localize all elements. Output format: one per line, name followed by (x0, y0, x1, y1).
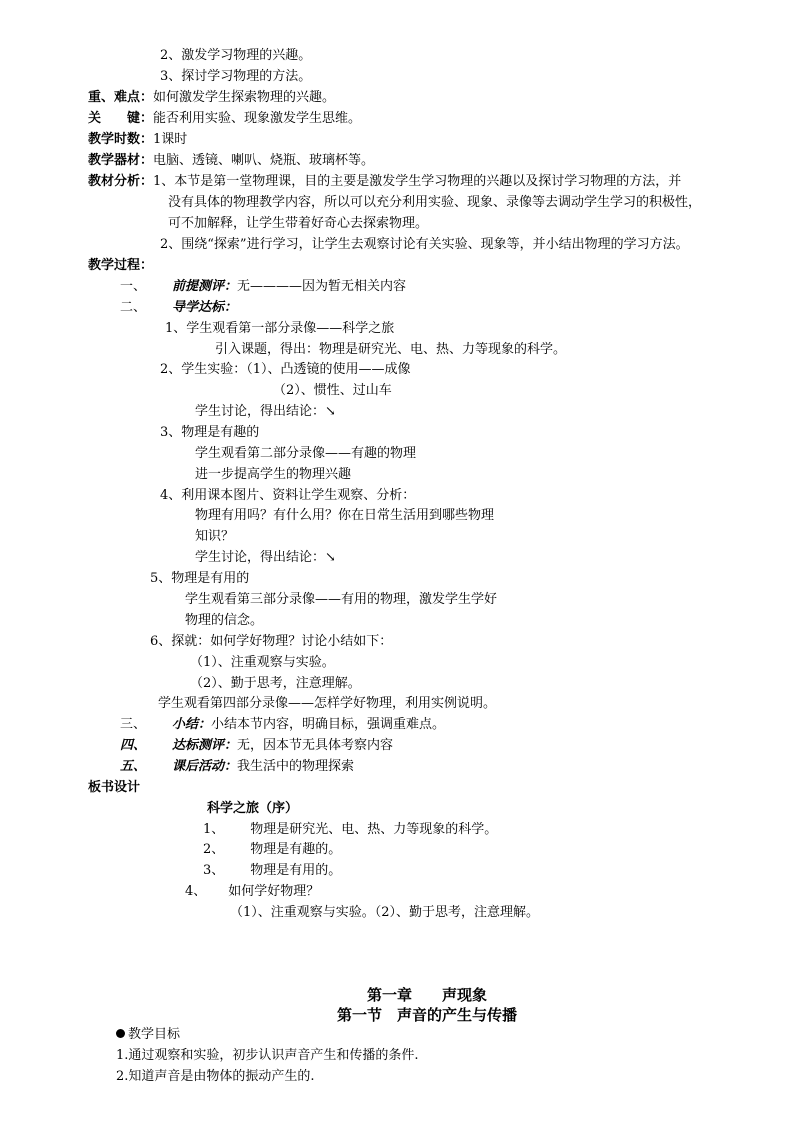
part-2-num: 二、 (120, 300, 147, 315)
key-point-row (88, 110, 361, 128)
step-3-detail-1: 学生观看第二部分录像——有趣的物理 (195, 446, 417, 461)
class-hours-text: 1课时 (153, 132, 188, 147)
part-2-label: 导学达标： (172, 300, 238, 315)
goal-3: 3、探讨学习物理的方法。 (160, 69, 312, 84)
board-item-3-text: 物理是有用的。 (250, 863, 342, 878)
board-item-1-num: 1、 (203, 822, 225, 837)
key-point-text: 能否利用实验、现象激发学生思维。 (153, 111, 362, 126)
analysis-line-1: 1、本节是第一堂物理课，目的主要是激发学生学习物理的兴趣以及探讨学习物理的方法，并 (153, 174, 682, 189)
step-6-detail: 学生观看第四部分录像——怎样学好物理，利用实例说明。 (158, 696, 497, 711)
board-item-3-num: 3、 (203, 863, 225, 878)
step-5: 5、物理是有用的 (150, 571, 250, 586)
part-2 (120, 299, 237, 317)
analysis-row (88, 173, 681, 191)
board-item-3 (203, 862, 341, 880)
equipment-row (88, 152, 374, 170)
step-2-item-2: （2）、惯性、过山车 (273, 383, 392, 398)
step-1-detail: 引入课题，得出：物理是研究光、电、热、力等现象的科学。 (215, 342, 567, 357)
key-difficulty-row (88, 89, 335, 107)
objective-2: 2.知道声音是由物体的振动产生的. (116, 1069, 315, 1084)
analysis-line-3: 可不加解释，让学生带着好奇心去探索物理。 (168, 216, 429, 231)
step-3: 3、物理是有趣的 (160, 425, 260, 440)
part-1-text: 无————因为暂无相关内容 (237, 279, 407, 294)
analysis-line-2: 没有具体的物理教学内容，所以可以充分利用实验、现象、录像等去调动学生学习的积极性， (168, 195, 702, 210)
part-4-num: 四、 (120, 738, 147, 753)
step-5-detail-2: 物理的信念。 (185, 613, 264, 628)
part-1-label: 前提测评： (172, 279, 238, 294)
part-4 (120, 737, 393, 755)
board-item-2-num: 2、 (203, 842, 225, 857)
part-5-num: 五、 (120, 759, 147, 774)
equipment-text: 电脑、透镜、喇叭、烧瓶、玻璃杯等。 (153, 153, 375, 168)
analysis-line-4: 2、围绕“探索”进行学习，让学生去观察讨论有关实验、现象等，并小结出物理的学习方法。 (160, 237, 689, 252)
board-item-1-text: 物理是研究光、电、热、力等现象的科学。 (250, 822, 498, 837)
section-title: 第一节 声音的产生与传播 (337, 1006, 518, 1024)
part-3-num: 三、 (120, 717, 147, 732)
step-2: 2、学生实验：（1）、凸透镜的使用——成像 (160, 362, 411, 377)
step-1: 1、学生观看第一部分录像——科学之旅 (165, 321, 395, 336)
part-3 (120, 716, 445, 734)
key-difficulty-label: 重、难点： (88, 90, 154, 105)
board-item-4 (185, 883, 319, 901)
step-6-item-2: （2）、勤于思考，注意理解。 (190, 676, 361, 691)
step-3-detail-2: 进一步提高学生的物理兴趣 (195, 467, 352, 482)
step-4-detail-2: 知识？ (195, 529, 235, 544)
board-item-1 (203, 821, 497, 839)
step-6: 6、探就：如何学好物理？讨论小结如下： (150, 634, 393, 649)
process-label: 教学过程： (88, 258, 154, 273)
step-4-detail-1: 物理有用吗？有什么用？你在日常生活用到哪些物理 (195, 508, 495, 523)
step-5-detail-1: 学生观看第三部分录像——有用的物理，激发学生学好 (185, 592, 498, 607)
board-design-label: 板书设计 (88, 780, 141, 795)
part-3-text: 小结本节内容，明确目标，强调重难点。 (211, 717, 446, 732)
step-4-conclusion: 学生讨论，得出结论：↘ (195, 550, 336, 565)
part-5-text: 我生活中的物理探索 (237, 759, 355, 774)
part-4-label: 达标测评： (172, 738, 238, 753)
class-hours-row (88, 131, 187, 149)
analysis-label: 教材分析： (88, 174, 154, 189)
part-5-label: 课后活动： (172, 759, 238, 774)
equipment-label: 教学器材： (88, 153, 154, 168)
key-difficulty-text: 如何激发学生探索物理的兴趣。 (153, 90, 336, 105)
board-item-2-text: 物理是有趣的。 (250, 842, 342, 857)
part-4-text: 无，因本节无具体考察内容 (237, 738, 394, 753)
board-item-2 (203, 841, 341, 859)
objective-1: 1.通过观察和实验，初步认识声音产生和传播的条件. (116, 1048, 419, 1063)
part-1 (120, 278, 406, 296)
class-hours-label: 教学时数： (88, 132, 154, 147)
board-item-4-text: 如何学好物理？ (228, 884, 320, 899)
key-point-label: 关 键： (88, 111, 154, 126)
step-2-conclusion: 学生讨论，得出结论：↘ (195, 404, 336, 419)
step-4: 4、利用课本图片、资料让学生观察、分析： (160, 488, 416, 503)
part-3-label: 小结： (172, 717, 212, 732)
objectives-label: 教学目标 (128, 1027, 181, 1042)
board-item-4-detail: （1）、注重观察与实验。（2）、勤于思考，注意理解。 (230, 905, 540, 920)
bullet-icon (116, 1029, 125, 1038)
part-1-num: 一、 (120, 279, 147, 294)
goal-2: 2、激发学习物理的兴趣。 (160, 48, 312, 63)
board-item-4-num: 4、 (185, 884, 207, 899)
board-title: 科学之旅（序） (207, 801, 299, 816)
part-5 (120, 758, 354, 776)
chapter-title: 第一章 声现象 (367, 986, 488, 1004)
objectives-heading (116, 1026, 180, 1044)
step-6-item-1: （1）、注重观察与实验。 (190, 655, 335, 670)
